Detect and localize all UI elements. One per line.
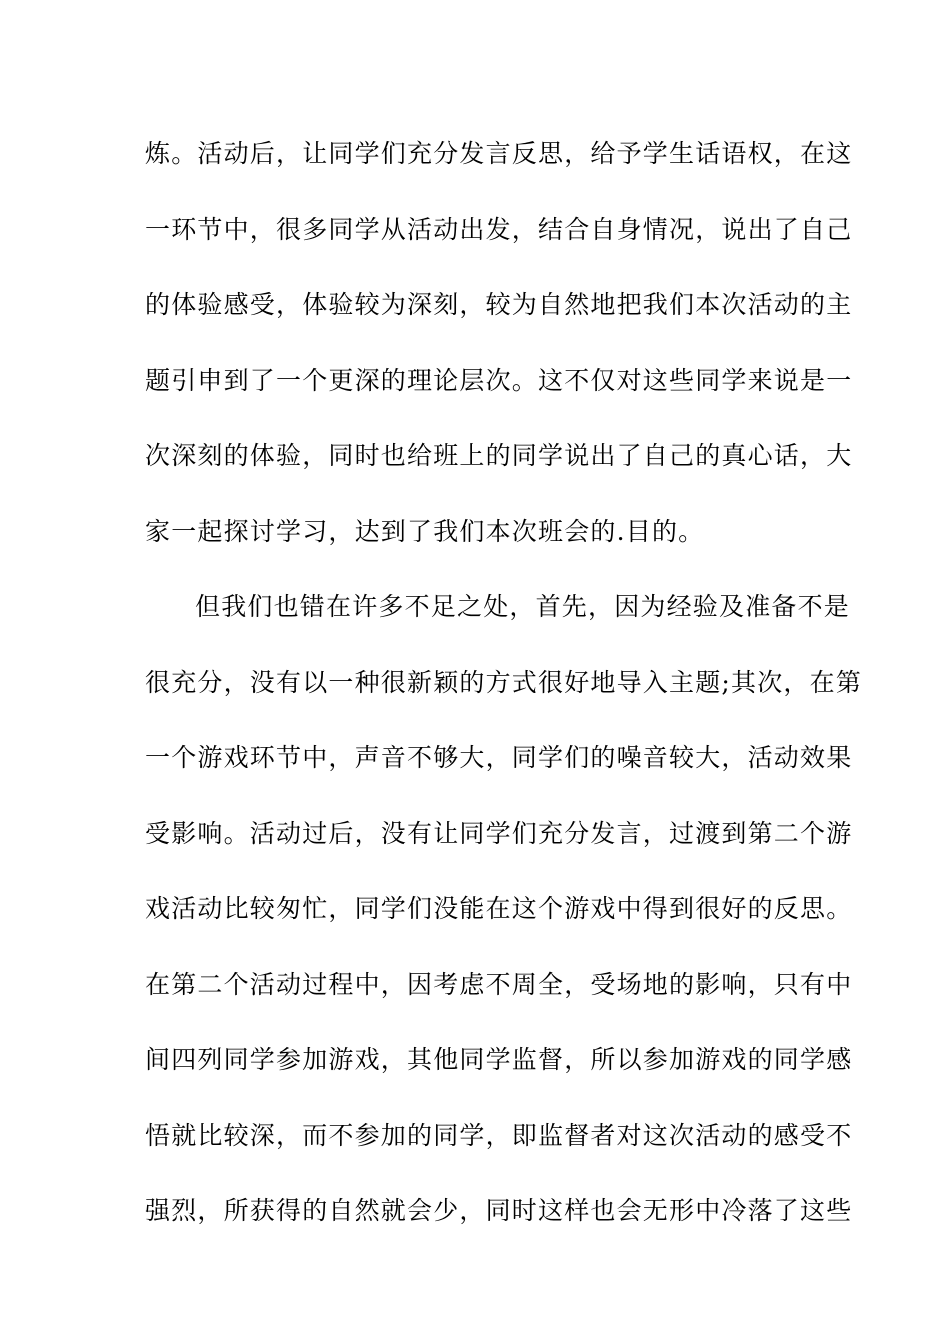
paragraph-line: 间四列同学参加游戏，其他同学监督，所以参加游戏的同学感 bbox=[145, 1045, 853, 1074]
paragraph-line: 受影响。活动过后，没有让同学们充分发言，过渡到第二个游 bbox=[145, 818, 853, 848]
paragraph-2 bbox=[145, 583, 863, 1263]
paragraph-line: 家一起探讨学习，达到了我们本次班会的.目的。 bbox=[145, 516, 705, 546]
paragraph-1 bbox=[145, 130, 853, 583]
paragraph-line: 强烈，所获得的自然就会少，同时这样也会无形中冷落了这些 bbox=[145, 1196, 853, 1225]
paragraph-line: 戏活动比较匆忙，同学们没能在这个游戏中得到很好的反思。 bbox=[145, 894, 853, 923]
paragraph-line: 但我们也错在许多不足之处，首先，因为经验及准备不是 bbox=[195, 592, 851, 621]
paragraph-line: 题引申到了一个更深的理论层次。这不仅对这些同学来说是一 bbox=[145, 365, 853, 395]
paragraph-line: 的体验感受，体验较为深刻，较为自然地把我们本次活动的主 bbox=[145, 290, 853, 319]
document-body bbox=[145, 130, 863, 1263]
paragraph-line: 很充分，没有以一种很新颖的方式很好地导入主题;其次，在第 bbox=[145, 667, 863, 697]
paragraph-line: 悟就比较深，而不参加的同学，即监督者对这次活动的感受不 bbox=[145, 1120, 853, 1150]
paragraph-line: 在第二个活动过程中，因考虑不周全，受场地的影响，只有中 bbox=[145, 969, 853, 999]
paragraph-line: 一环节中，很多同学从活动出发，结合自身情况，说出了自己 bbox=[145, 214, 853, 244]
paragraph-line: 一个游戏环节中，声音不够大，同学们的噪音较大，活动效果 bbox=[145, 743, 853, 772]
paragraph-line: 次深刻的体验，同时也给班上的同学说出了自己的真心话，大 bbox=[145, 441, 853, 470]
paragraph-line: 炼。活动后，让同学们充分发言反思，给予学生话语权，在这 bbox=[145, 139, 853, 168]
